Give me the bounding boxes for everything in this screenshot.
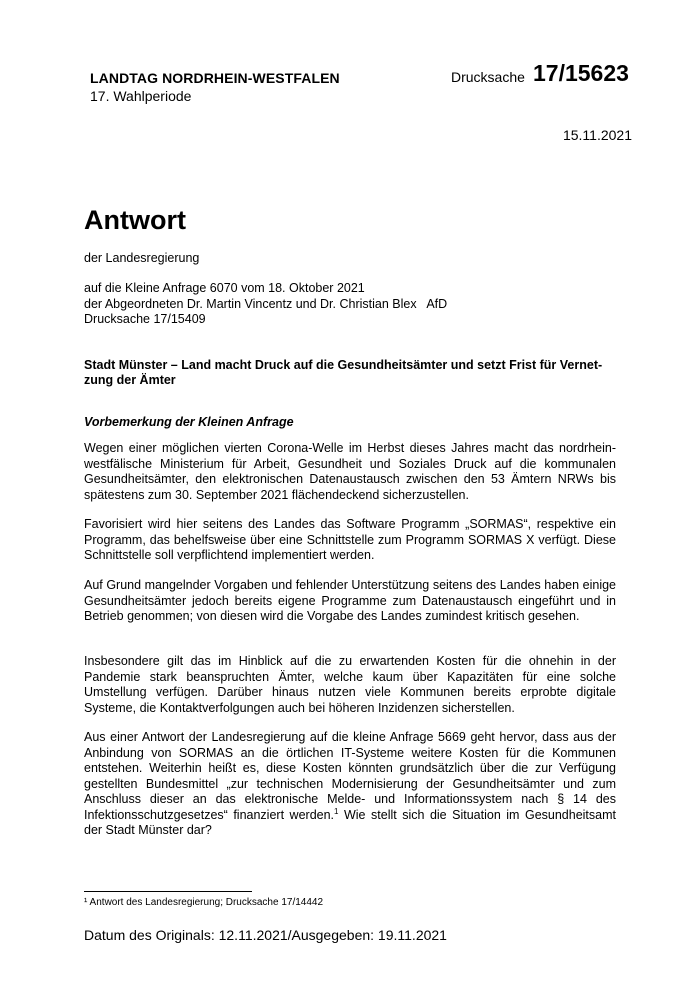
- paragraph-2: Favorisiert wird hier seitens des Landes das Software Programm „SORMAS“, respektive ein Programm, das behelfsweise über eine Schnittstelle zum Programm SORMAS X verfügt. Diese Schnittstelle soll verpflichtend implementiert werden.: [84, 517, 616, 562]
- drucksache-number: 17/15623: [533, 60, 629, 86]
- section-heading: Vorbemerkung der Kleinen Anfrage: [84, 415, 294, 429]
- footer-dates: Datum des Originals: 12.11.2021/Ausgegeben: 19.11.2021: [84, 927, 447, 943]
- subject-heading: Stadt Münster – Land macht Druck auf die Gesundheitsämter und setzt Frist für Vernet-zung der Ämter: [84, 358, 603, 387]
- paragraph-5-text: Aus einer Antwort der Landesregierung auf die kleine Anfrage 5669 geht hervor, dass aus der Anbindung von SORMAS an die örtlichen IT-Systeme weitere Kosten für die Kommunen entstehen. Weiterhin heißt es, diese Kosten könnten grundsätzlich über die zur Verfügung gestellten Bundesmittel „zur technischen Modernisierung der Gesundheitsämter und zum Anschluss dieser an das elektronische Melde- und Informationssystem nach § 14 des Infektionsschutzgesetzes“ finanziert werden.: [84, 730, 616, 822]
- document-date: 15.11.2021: [562, 127, 632, 143]
- paragraph-3: Auf Grund mangelnder Vorgaben und fehlender Unterstützung seitens des Landes haben einige Gesundheitsämter jedoch bereits eigene Programme zum Datenaustausch eingeführt und in Betrieb genommen; von diesen wird die Vorgabe des Landes zumindest kritisch gesehen.: [84, 578, 616, 623]
- intro-line-3: der Abgeordneten Dr. Martin Vincentz und Dr. Christian Blex AfD: [84, 297, 448, 311]
- institution-name: LANDTAG NORDRHEIN-WESTFALEN: [90, 70, 340, 86]
- paragraph-5: [84, 730, 616, 839]
- paragraph-4: Insbesondere gilt das im Hinblick auf die zu erwartenden Kosten für die ohnehin in der Pandemie stark beanspruchten Ämter, welche kaum über Kapazitäten für eine solche Umstellung verfügen. Darüber hinaus nutzen viele Kommunen bereits erprobte digitale Systeme, die Kontaktverfolgungen auch bei höheren Inzidenzen sicherstellen.: [84, 654, 616, 715]
- drucksache-label: Drucksache: [451, 69, 525, 85]
- legislative-period: 17. Wahlperiode: [90, 88, 192, 104]
- footnote: ¹ Antwort des Landesregierung; Drucksache 17/14442: [84, 897, 324, 908]
- footnote-marker: 1: [334, 806, 339, 816]
- page-title: Antwort: [84, 205, 186, 235]
- paragraph-1: Wegen einer möglichen vierten Corona-Welle im Herbst dieses Jahres macht das nordrhein-westfälische Ministerium für Arbeit, Gesundheit und Soziales Druck auf die kommunalen Gesundheitsämter, den elektronischen Datenaustausch zwischen den 53 Ämtern NRWs bis spätestens zum 30. September 2021 flächendeckend sicherzustellen.: [84, 441, 616, 502]
- paragraph-5-question: Wie stellt sich die Situation im Gesundheitsamt der Stadt Münster dar?: [84, 807, 616, 837]
- footnote-divider: [84, 891, 252, 892]
- intro-line-2: auf die Kleine Anfrage 6070 vom 18. Oktober 2021: [84, 281, 365, 295]
- intro-line-1: der Landesregierung: [84, 251, 200, 265]
- intro-line-4: Drucksache 17/15409: [84, 312, 206, 326]
